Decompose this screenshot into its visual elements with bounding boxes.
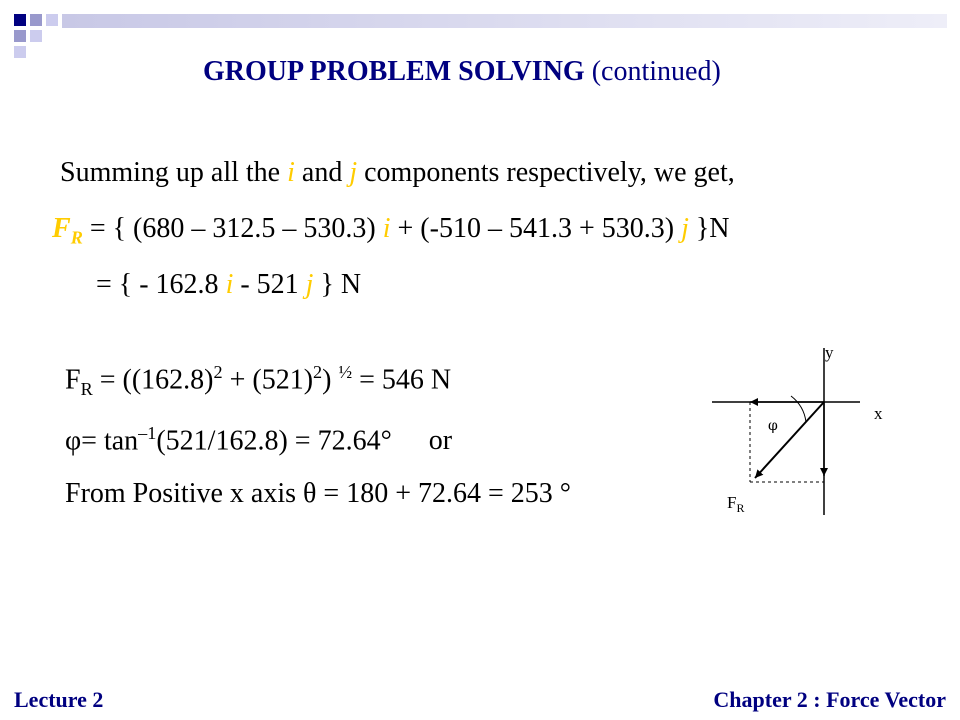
intro-line: [60, 157, 735, 189]
magnitude-sup2: 2: [313, 362, 323, 382]
angle-part2: (521/162.8) = 72.64°: [156, 425, 392, 457]
y-label: y: [825, 343, 834, 362]
page-title: [203, 56, 721, 88]
theta-equation: From Positive x axis θ = 180 + 72.64 = 253 °: [65, 478, 571, 509]
phi-arc: [791, 396, 806, 422]
angle-or: or: [428, 425, 453, 457]
vector-diagram: [700, 330, 900, 530]
resultant-arrow: [755, 402, 824, 478]
magnitude-symbol: F: [65, 364, 81, 396]
angle-equation: [65, 423, 452, 457]
phi-label: φ: [768, 418, 778, 434]
intro-text-3: components respectively, we get,: [364, 157, 735, 188]
x-label: x: [874, 404, 883, 423]
i-symbol: i: [287, 157, 295, 188]
magnitude-sup1: 2: [213, 362, 223, 382]
magnitude-subscript: R: [80, 378, 93, 399]
footer-lecture: Lecture 2: [14, 687, 104, 712]
title-rest: (continued): [591, 56, 721, 87]
footer-chapter: Chapter 2 : Force Vector: [713, 687, 946, 712]
magnitude-part2: + (521): [229, 364, 314, 396]
j-symbol: j: [305, 269, 314, 300]
magnitude-result: = 546 N: [359, 364, 452, 396]
angle-part1: = tan: [81, 425, 139, 457]
fr-equation-part2: + (-510 – 541.3 + 530.3): [397, 213, 675, 244]
magnitude-part3: ): [322, 364, 332, 396]
magnitude-sup3: ½: [338, 362, 353, 382]
magnitude-part1: = ((162.8): [99, 364, 214, 396]
simplified-part3: } N: [320, 269, 362, 300]
simplified-part2: - 521: [240, 269, 299, 300]
fr-equation-part3: }N: [695, 213, 730, 244]
j-symbol: j: [349, 157, 358, 188]
fr-equation: [52, 213, 730, 249]
j-symbol: j: [681, 213, 689, 244]
fr-symbol: $F_R$: [52, 213, 83, 248]
phi-symbol: φ: [65, 425, 82, 457]
title-bold: GROUP PROBLEM SOLVING: [203, 56, 585, 87]
simplified-equation: [96, 269, 361, 301]
i-symbol: i: [382, 213, 391, 244]
simplified-part1: = { - 162.8: [96, 269, 219, 300]
fr-label: $F_R$: [727, 493, 745, 515]
intro-text-2: and: [301, 157, 343, 188]
angle-sup: –1: [138, 423, 157, 443]
intro-text: Summing up all the: [60, 157, 281, 188]
i-symbol: i: [225, 269, 234, 300]
magnitude-equation: [65, 362, 451, 400]
fr-equation-part1: = { (680 – 312.5 – 530.3): [89, 213, 376, 244]
